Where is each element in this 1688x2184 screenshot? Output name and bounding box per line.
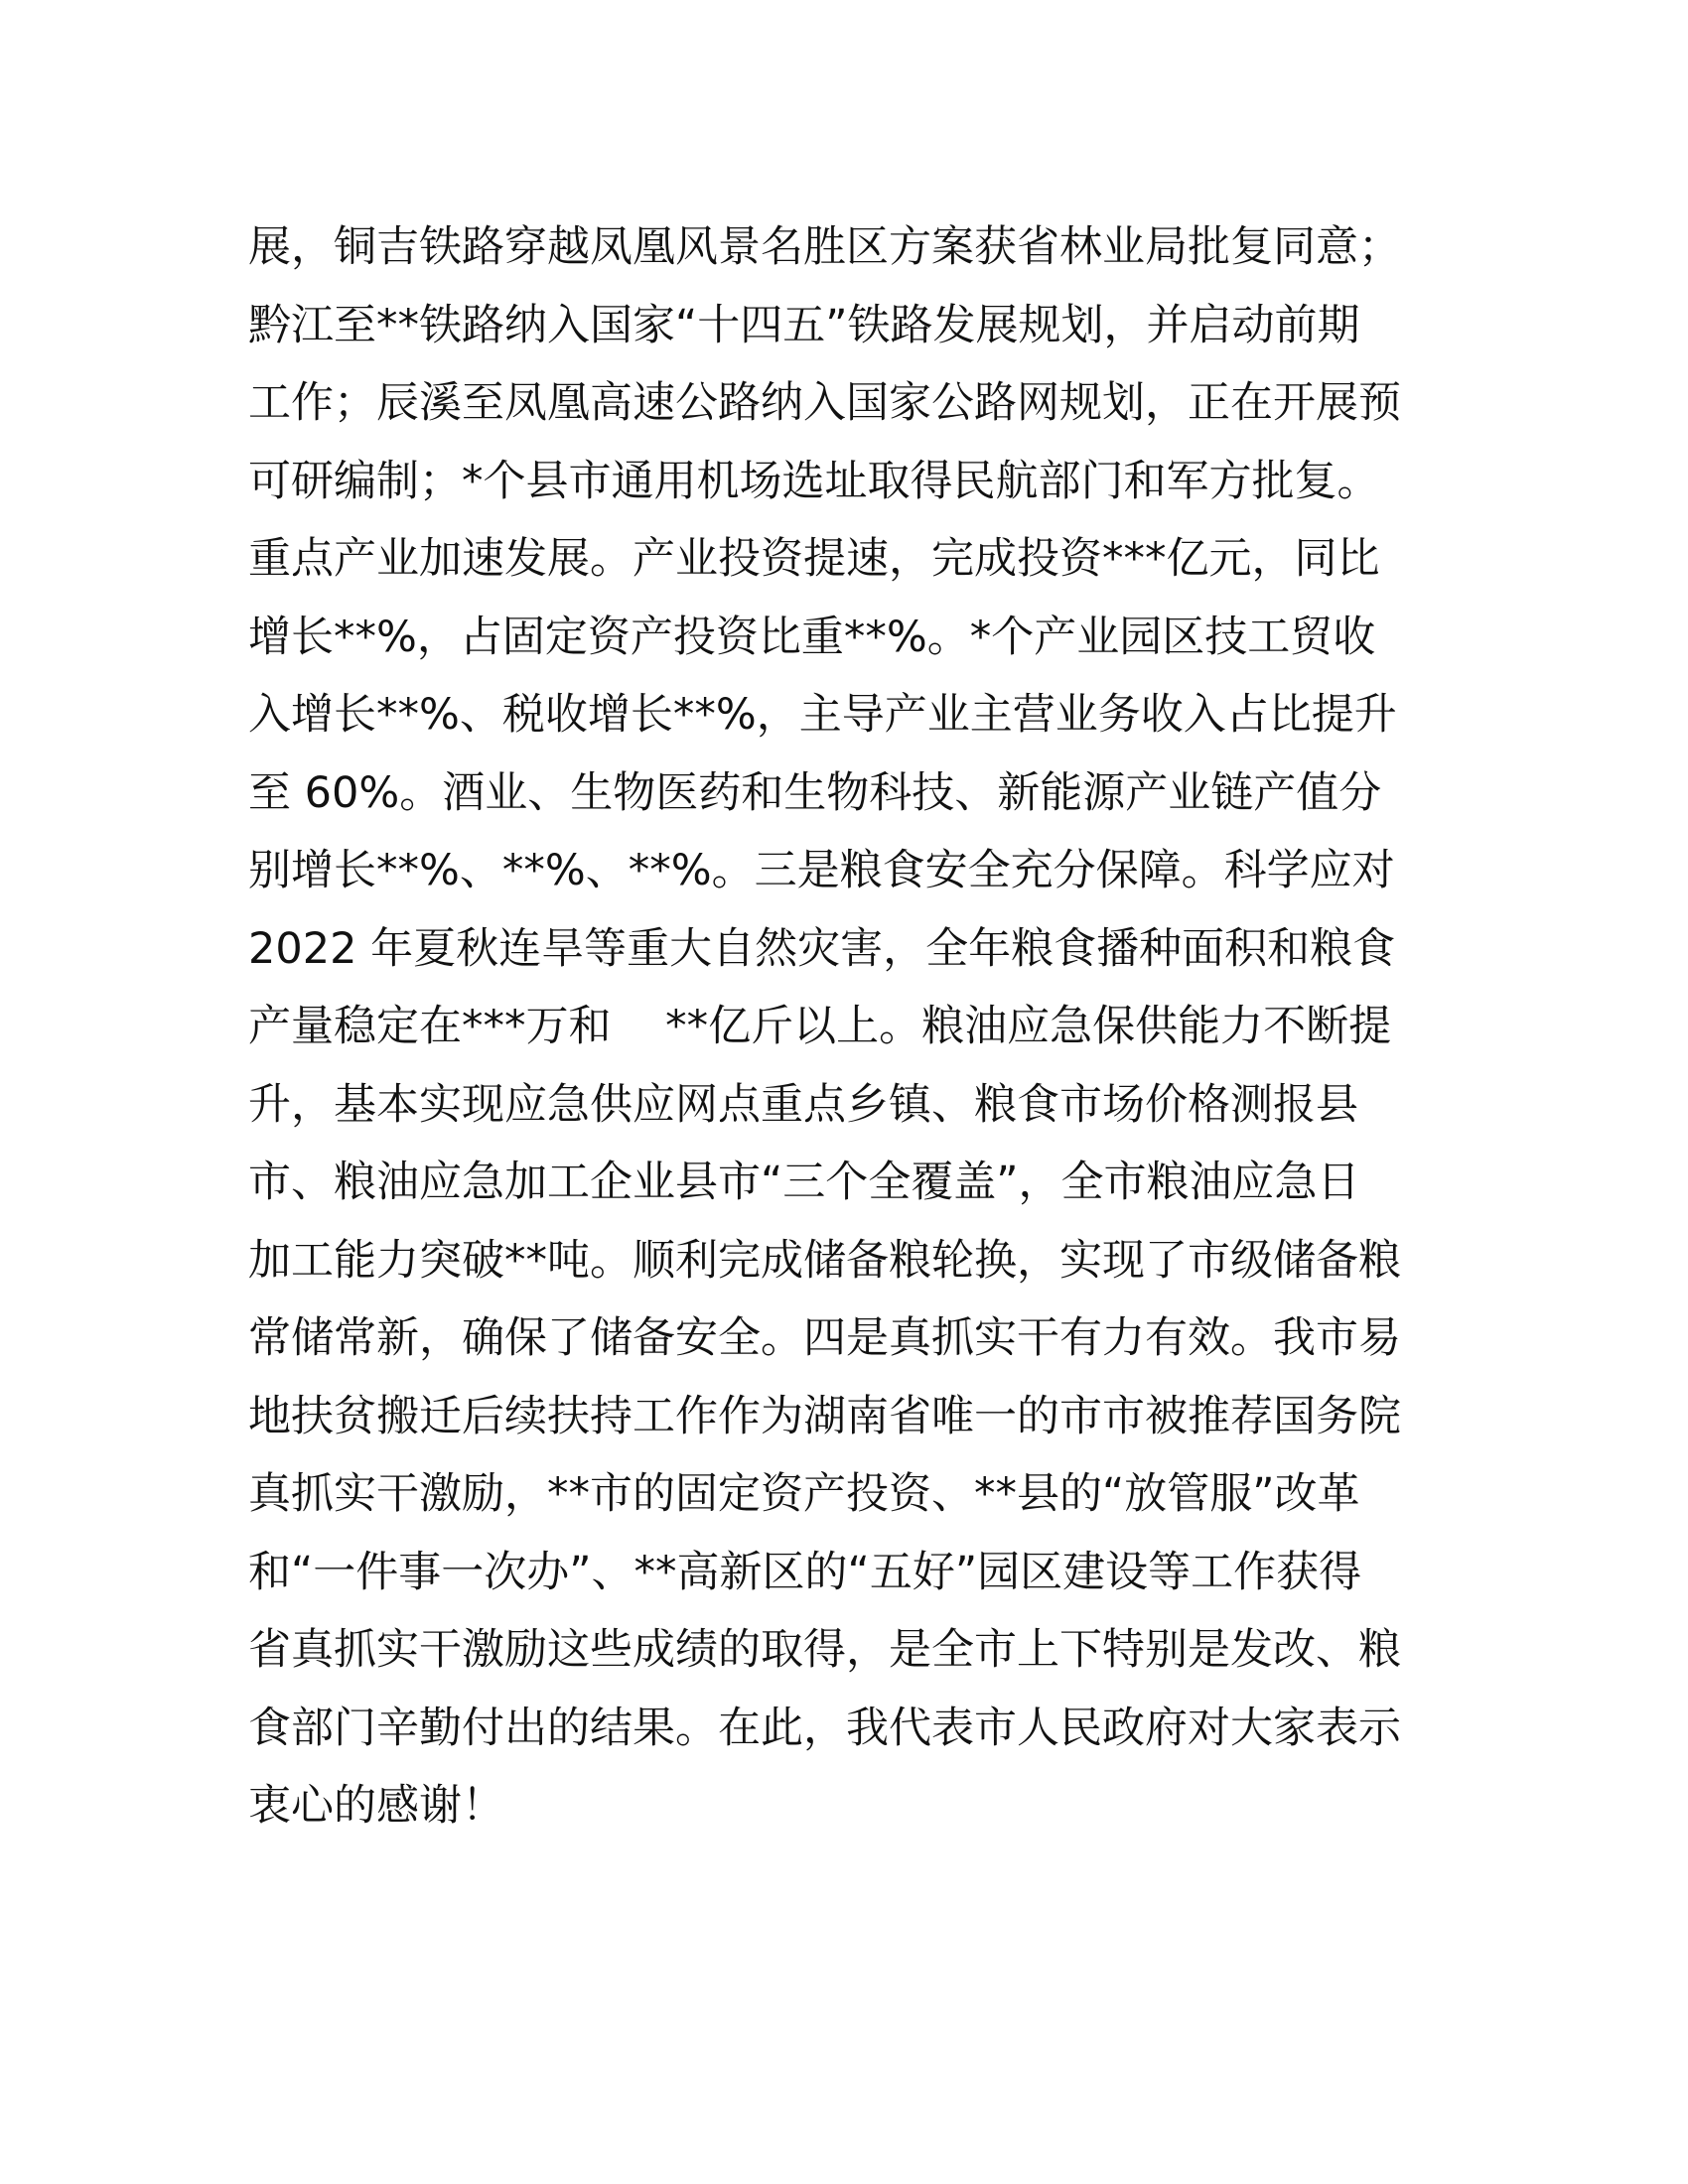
text-line: 升，基本实现应急供应网点重点乡镇、粮食市场价格测报县 [248,1079,1358,1130]
text-line: 衷心的感谢！ [248,1781,504,1831]
text-line: 黔江至**铁路纳入国家“十四五”铁路发展规划，并启动前期 [248,300,1360,350]
text-line: 可研编制；*个县市通用机场选址取得民航部门和军方批复。 [248,456,1380,506]
text-line: 和“一件事一次办”、**高新区的“五好”园区建设等工作获得 [248,1547,1362,1597]
text-line: 地扶贫搬迁后续扶持工作作为湖南省唯一的市市被推荐国务院 [248,1391,1401,1441]
text-line: 别增长**%、**%、**%。三是粮食安全充分保障。科学应对 [248,846,1395,895]
text-line: 常储常新，确保了储备安全。四是真抓实干有力有效。我市易 [248,1313,1401,1363]
body-text [248,208,1460,1845]
text-line: 市、粮油应急加工企业县市“三个全覆盖”，全市粮油应急日 [248,1158,1360,1207]
text-line: 重点产业加速发展。产业投资提速，完成投资***亿元，同比 [248,534,1380,584]
text-line: 入增长**%、税收增长**%，主导产业主营业务收入占比提升 [248,690,1397,740]
text-line: 展，铜吉铁路穿越凤凰风景名胜区方案获省林业局批复同意； [248,222,1401,272]
text-line: 加工能力突破**吨。顺利完成储备粮轮换，实现了市级储备粮 [248,1235,1401,1286]
text-line: 工作；辰溪至凤凰高速公路纳入国家公路网规划，正在开展预 [248,378,1401,428]
text-line: 产量稳定在***万和 **亿斤以上。粮油应急保供能力不断提 [248,1002,1392,1051]
text-line: 真抓实干激励，**市的固定资产投资、**县的“放管服”改革 [248,1469,1360,1519]
text-line: 食部门辛勤付出的结果。在此，我代表市人民政府对大家表示 [248,1703,1401,1753]
text-line: 增长**%，占固定资产投资比重**%。*个产业园区技工贸收 [248,612,1376,662]
text-line: 至 60%。酒业、生物医药和生物科技、新能源产业链产值分 [248,767,1382,818]
text-line: 2022 年夏秋连旱等重大自然灾害，全年粮食播种面积和粮食 [248,923,1396,974]
text-line: 省真抓实干激励这些成绩的取得，是全市上下特别是发改、粮 [248,1625,1401,1675]
